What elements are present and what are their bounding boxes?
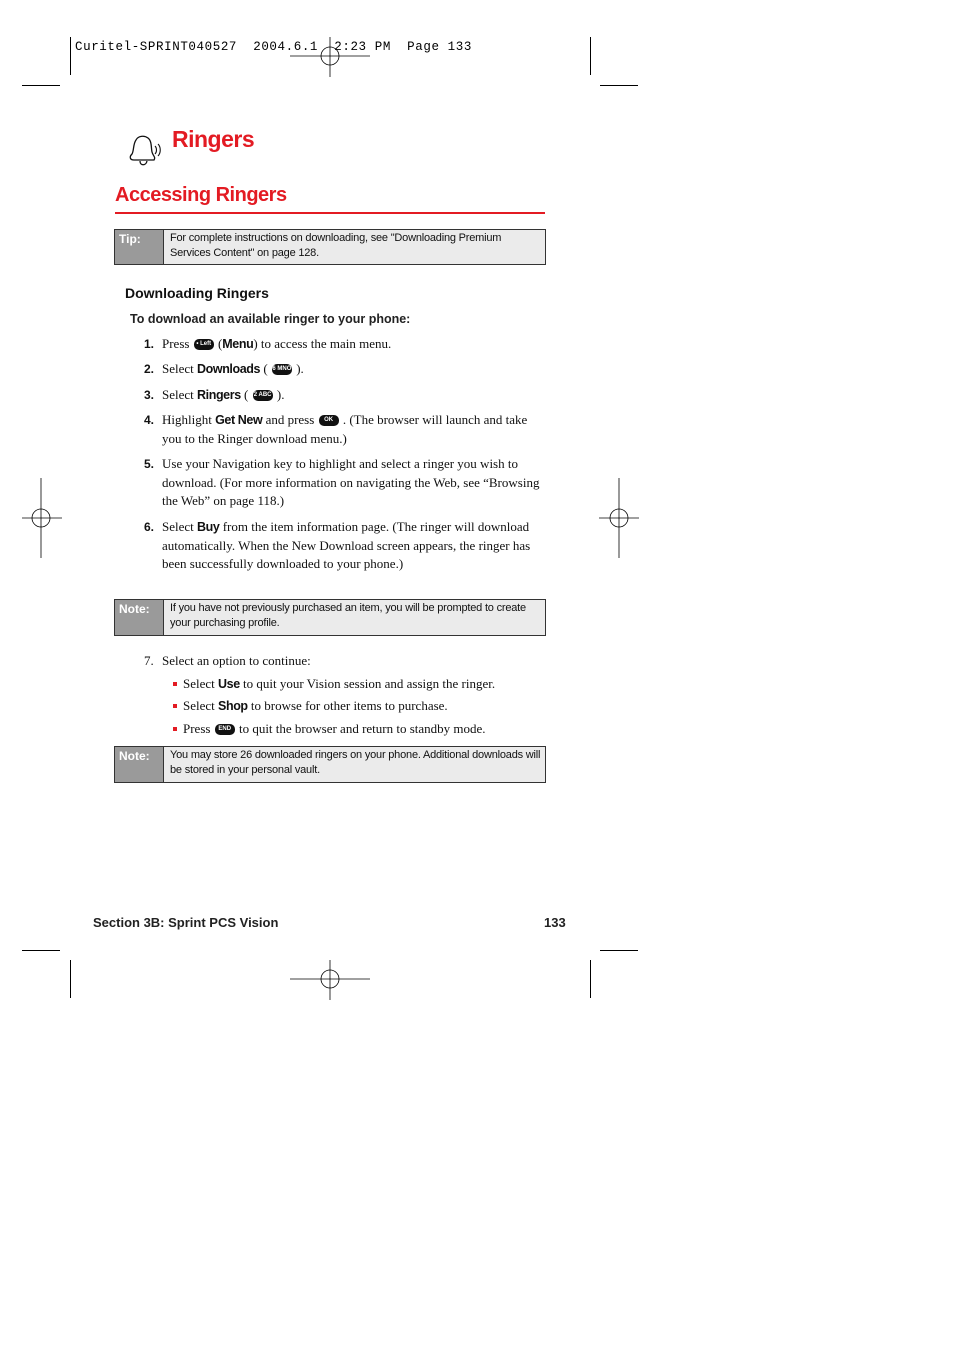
page-title: Ringers <box>172 126 255 152</box>
subheading: Downloading Ringers <box>125 285 269 301</box>
crop-mark <box>22 85 60 86</box>
step-4: 4. Highlight Get New and press OK . (The browser will launch and take you to the Ringer download menu.) <box>144 412 528 446</box>
footer-section: Section 3B: Sprint PCS Vision <box>93 915 279 930</box>
step-number: 3. <box>144 388 155 402</box>
option-end: Press END to quit the browser and return to standby mode. <box>173 720 553 738</box>
procedure-lead: To download an available ringer to your phone: <box>130 312 411 326</box>
note-text: You may store 26 downloaded ringers on your phone. Additional downloads will be stored in your personal vault. <box>170 749 541 776</box>
crop-mark <box>590 37 591 75</box>
bell-ringing-icon <box>124 130 164 172</box>
print-slug: Curitel-SPRINT040527 2004.6.1 2:23 PM Page 133 <box>75 40 472 54</box>
step-6: 6. Select Buy from the item information page. (The ringer will download automatically. When the New Download screen appears, the ringer has been successfully downloaded to your phone.) <box>144 519 531 571</box>
note-text: If you have not previously purchased an item, you will be prompted to create your purchasing profile. <box>170 602 526 629</box>
step-1: 1. Press • Left (Menu) to access the main menu. <box>144 335 544 354</box>
step-7: 7. Select an option to continue: <box>144 652 544 671</box>
6-mno-key-icon: 6 MNO <box>272 364 292 375</box>
note-callout <box>114 599 546 636</box>
end-key-icon: END <box>215 724 235 735</box>
step-number: 2. <box>144 362 155 376</box>
2-abc-key-icon: 2 ABC <box>253 390 273 401</box>
square-bullet-icon <box>173 704 177 708</box>
crop-mark <box>590 960 591 998</box>
crop-mark <box>22 950 60 951</box>
section-heading: Accessing Ringers <box>115 184 287 206</box>
ok-key-icon: OK <box>319 415 339 426</box>
registration-mark-icon <box>290 960 370 1000</box>
registration-mark-icon <box>22 478 62 558</box>
note-label: Note: <box>115 747 164 782</box>
step-3: 3. Select Ringers ( 2 ABC ). <box>144 386 544 405</box>
crop-mark <box>70 37 71 75</box>
square-bullet-icon <box>173 682 177 686</box>
option-use: Select Use to quit your Vision session and assign the ringer. <box>173 675 553 693</box>
step-number: 5. <box>144 457 155 471</box>
step-number: 1. <box>144 337 155 351</box>
square-bullet-icon <box>173 727 177 731</box>
tip-label: Tip: <box>115 230 164 264</box>
menu-key-icon: • Left <box>194 339 214 350</box>
step-number: 6. <box>144 520 155 534</box>
step-number: 4. <box>144 413 155 427</box>
crop-mark <box>70 960 71 998</box>
note-label: Note: <box>115 600 164 635</box>
registration-mark-icon <box>599 478 639 558</box>
tip-text: For complete instructions on downloading, see "Downloading Premium Services Content" on page 128. <box>170 232 502 259</box>
crop-mark <box>600 950 638 951</box>
step-number: 7. <box>144 653 154 668</box>
note-callout <box>114 746 546 783</box>
tip-callout <box>114 229 546 265</box>
step-5: 5. Use your Navigation key to highlight and select a ringer you wish to download. (For more information on navigating the Web, see “Browsing the Web” on page 118.) <box>144 456 540 508</box>
heading-rule <box>115 212 545 214</box>
option-shop: Select Shop to browse for other items to purchase. <box>173 697 553 715</box>
crop-mark <box>600 85 638 86</box>
step-2: 2. Select Downloads ( 6 MNO ). <box>144 360 544 379</box>
footer-page-number: 133 <box>544 915 566 930</box>
